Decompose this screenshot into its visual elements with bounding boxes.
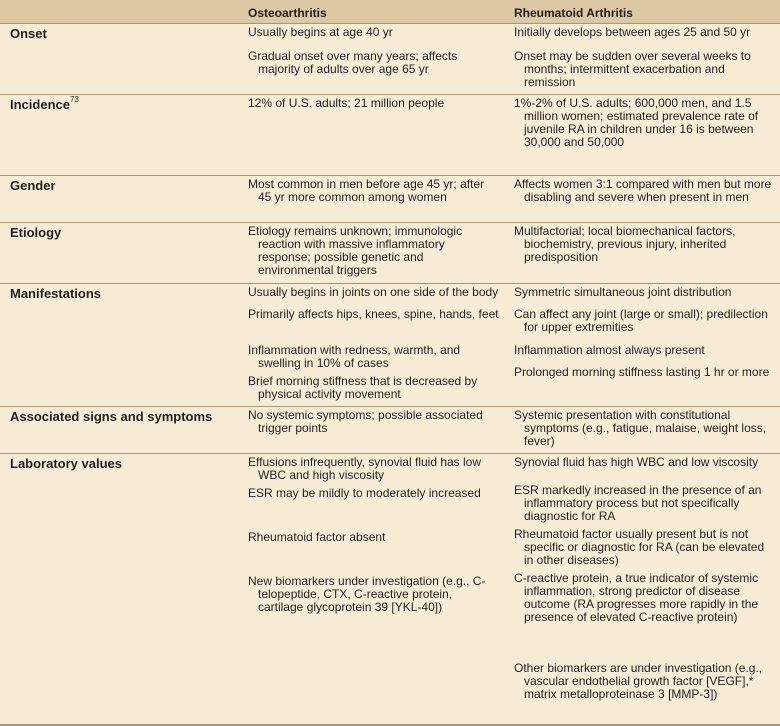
rheumatoid-arthritis-cell <box>506 176 780 223</box>
row-label-text: Manifestations <box>10 286 102 301</box>
table-row <box>0 176 780 223</box>
rheumatoid-arthritis-cell <box>506 223 780 284</box>
cell-entry: No systemic symptoms; possible associated trigger points <box>248 408 483 435</box>
cell-entry: Symmetric simultaneous joint distribution <box>514 285 732 299</box>
row-label-text: Associated signs and symptoms <box>10 409 213 424</box>
cell-entry: Rheumatoid factor usually present but is not specific or diagnostic for RA (can be elevated in other diseases) <box>514 527 765 567</box>
osteoarthritis-cell <box>238 223 506 284</box>
cell-entry: ESR may be mildly to moderately increased <box>248 486 481 500</box>
cell-entry: Can affect any joint (large or small); predilection for upper extremities <box>514 307 768 334</box>
header-osteoarthritis: Osteoarthritis <box>238 0 506 24</box>
table-body <box>0 24 780 726</box>
header-rheumatoid-arthritis: Rheumatoid Arthritis <box>506 0 780 24</box>
cell-entry: Usually begins in joints on one side of the body <box>248 285 499 299</box>
cell-entry: Etiology remains unknown; immunologic reaction with massive inflammatory response; possible genetic and environmental triggers <box>248 224 463 277</box>
row-label-text: Gender <box>10 178 56 193</box>
cell-entry: ESR markedly increased in the presence of an inflammatory process but not specifically diagnostic for RA <box>514 483 762 523</box>
row-label <box>0 24 238 95</box>
cell-entry: Inflammation with redness, warmth, and swelling in 10% of cases <box>248 343 461 370</box>
footnote-ref: 73 <box>69 95 79 104</box>
cell-entry: Affects women 3:1 compared with men but more disabling and severe when present in men <box>514 177 772 204</box>
cell-entry: Inflammation almost always present <box>514 343 705 357</box>
cell-entry: Effusions infrequently, synovial fluid has low WBC and high viscosity <box>248 455 482 482</box>
row-label <box>0 407 238 454</box>
cell-entry: Brief morning stiffness that is decreased by physical activity movement <box>248 374 478 401</box>
row-label-text: Incidence <box>10 97 70 112</box>
cell-entry: New biomarkers under investigation (e.g., C-telopeptide, CTX, C-reactive protein, cartilage glycoprotein 39 [YKL-40]) <box>248 574 486 614</box>
cell-entry: Usually begins at age 40 yr <box>248 25 393 39</box>
cell-entry: Gradual onset over many years; affects majority of adults over age 65 yr <box>248 49 458 76</box>
row-label <box>0 454 238 726</box>
cell-entry: Primarily affects hips, knees, spine, hands, feet <box>248 307 499 321</box>
cell-entry: Initially develops between ages 25 and 50 yr <box>514 25 751 39</box>
cell-entry: C-reactive protein, a true indicator of systemic inflammation, strong predictor of disease outcome (RA progresses more rapidly in the presence of elevated C-reactive protein) <box>514 571 759 624</box>
cell-entry: Systemic presentation with constitutional symptoms (e.g., fatigue, malaise, weight loss, fever) <box>514 408 767 448</box>
table-row <box>0 24 780 95</box>
rheumatoid-arthritis-cell <box>506 24 780 95</box>
cell-entry: Multifactorial; local biomechanical factors, biochemistry, previous injury, inherited predisposition <box>514 224 736 264</box>
osteoarthritis-cell <box>238 24 506 95</box>
rheumatoid-arthritis-cell <box>506 407 780 454</box>
table-row <box>0 223 780 284</box>
osteoarthritis-cell <box>238 454 506 726</box>
cell-entry: Other biomarkers are under investigation (e.g., vascular endothelial growth factor [VEGF],* matrix metalloproteinase 3 [MMP-3]) <box>514 661 763 701</box>
osteoarthritis-cell <box>238 284 506 407</box>
osteoarthritis-cell <box>238 95 506 176</box>
cell-entry: 12% of U.S. adults; 21 million people <box>248 96 445 110</box>
rheumatoid-arthritis-cell <box>506 95 780 176</box>
table-row <box>0 407 780 454</box>
header-row <box>0 0 780 24</box>
cell-entry: 1%-2% of U.S. adults; 600,000 men, and 1.5 million women; estimated prevalence rate of juvenile RA in children under 16 is between 30,000 and 50,000 <box>514 96 759 149</box>
cell-entry: Most common in men before age 45 yr; after 45 yr more common among women <box>248 177 485 204</box>
table-row <box>0 95 780 176</box>
table-row <box>0 284 780 407</box>
header-blank <box>0 0 238 24</box>
row-label <box>0 284 238 407</box>
row-label-text: Laboratory values <box>10 456 122 471</box>
row-label <box>0 223 238 284</box>
table-row <box>0 454 780 726</box>
cell-entry: Synovial fluid has high WBC and low viscosity <box>514 455 759 469</box>
osteoarthritis-cell <box>238 407 506 454</box>
row-label <box>0 176 238 223</box>
osteoarthritis-cell <box>238 176 506 223</box>
cell-entry: Prolonged morning stiffness lasting 1 hr or more <box>514 365 770 379</box>
cell-entry: Rheumatoid factor absent <box>248 530 386 544</box>
row-label <box>0 95 238 176</box>
row-label-text: Onset <box>10 26 47 41</box>
rheumatoid-arthritis-cell <box>506 454 780 726</box>
cell-entry: Onset may be sudden over several weeks to months; intermittent exacerbation and remission <box>514 49 751 89</box>
rheumatoid-arthritis-cell <box>506 284 780 407</box>
row-label-text: Etiology <box>10 225 62 240</box>
